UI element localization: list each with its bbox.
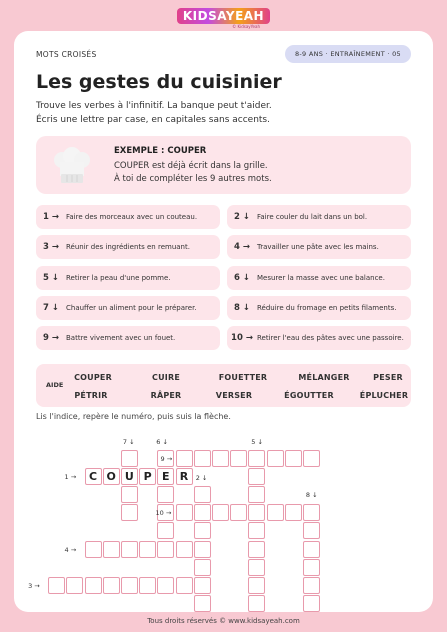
grid-cell[interactable]: O <box>103 468 120 485</box>
level-type: ENTRAÎNEMENT <box>330 50 385 58</box>
grid-cell[interactable] <box>139 577 156 594</box>
clue-8 <box>227 296 411 320</box>
instruction-line-2: Écris une lettre par case, en capitales sans accents. <box>36 114 270 125</box>
grid-cell[interactable] <box>194 595 211 612</box>
page-title: Les gestes du cuisinier <box>36 71 282 93</box>
bank-word: PÉTRIR <box>74 391 108 400</box>
grid-cell[interactable] <box>194 559 211 576</box>
grid-cell[interactable] <box>248 577 265 594</box>
grid-clue-label: 2 ↓ <box>195 473 208 482</box>
bank-word: ÉGOUTTER <box>284 391 334 400</box>
bank-word: MÉLANGER <box>298 373 350 382</box>
grid-cell[interactable] <box>121 486 138 503</box>
clue-text: Travailler une pâte avec les mains. <box>257 242 379 251</box>
grid-cell[interactable] <box>103 577 120 594</box>
clue-text: Retirer la peau d'une pomme. <box>66 273 171 282</box>
brand-logo <box>0 5 447 29</box>
clue-text: Réduire du fromage en petits filaments. <box>257 303 397 312</box>
grid-cell[interactable] <box>157 541 174 558</box>
grid-cell[interactable] <box>103 541 120 558</box>
clue-num: 10 → <box>231 333 253 343</box>
grid-cell[interactable] <box>121 504 138 521</box>
bank-word: ÉPLUCHER <box>359 391 409 400</box>
clue-5 <box>36 266 220 290</box>
grid-cell[interactable] <box>85 577 102 594</box>
grid-cell[interactable] <box>248 486 265 503</box>
grid-cell[interactable] <box>230 450 247 467</box>
grid-cell[interactable] <box>157 577 174 594</box>
bank-word: PESER <box>373 373 403 382</box>
clue-num: 7 ↓ <box>43 303 59 313</box>
bank-word: COUPER <box>74 373 112 382</box>
grid-cell[interactable] <box>303 450 320 467</box>
grid-cell[interactable] <box>121 541 138 558</box>
grid-cell[interactable] <box>85 541 102 558</box>
level-badge <box>285 45 411 63</box>
clue-num: 6 ↓ <box>234 273 250 283</box>
grid-cell[interactable] <box>303 541 320 558</box>
grid-cell[interactable] <box>194 450 211 467</box>
example-line-1: COUPER est déjà écrit dans la grille. <box>114 161 268 171</box>
grid-cell[interactable] <box>66 577 83 594</box>
word-bank <box>36 364 411 407</box>
clue-num: 1 → <box>43 212 59 222</box>
grid-cell[interactable] <box>157 486 174 503</box>
clue-7 <box>36 296 220 320</box>
grid-cell[interactable] <box>48 577 65 594</box>
grid-cell[interactable] <box>248 541 265 558</box>
clue-num: 2 ↓ <box>234 212 250 222</box>
clue-text: Chauffer un aliment pour le préparer. <box>66 303 197 312</box>
clue-text: Faire des morceaux avec un couteau. <box>66 212 198 221</box>
grid-cell[interactable] <box>285 450 302 467</box>
grid-cell[interactable] <box>176 577 193 594</box>
clue-3 <box>36 235 220 259</box>
example-line-2: À toi de compléter les 9 autres mots. <box>114 174 272 184</box>
grid-cell[interactable] <box>121 577 138 594</box>
chef-hat-icon <box>50 146 94 186</box>
grid-cell[interactable] <box>303 504 320 521</box>
logo-text: KIDSAYEAH <box>177 8 270 24</box>
bank-word: FOUETTER <box>218 373 268 382</box>
grid-cell[interactable]: R <box>176 468 193 485</box>
level-number: 05 <box>392 50 401 58</box>
grid-cell[interactable] <box>248 450 265 467</box>
clue-num: 5 ↓ <box>43 273 59 283</box>
grid-cell[interactable] <box>303 522 320 539</box>
grid-cell[interactable] <box>212 450 229 467</box>
grid-cell[interactable] <box>248 468 265 485</box>
grid-cell[interactable] <box>194 486 211 503</box>
bank-word: VERSER <box>215 391 253 400</box>
clue-num: 8 ↓ <box>234 303 250 313</box>
clue-text: Retirer l'eau des pâtes avec une passoire. <box>257 333 404 342</box>
grid-cell[interactable] <box>194 504 211 521</box>
grid-cell[interactable] <box>121 450 138 467</box>
clue-1 <box>36 205 220 229</box>
grid-cell[interactable]: E <box>157 468 174 485</box>
grid-cell[interactable]: U <box>121 468 138 485</box>
bank-word: RÂPER <box>150 391 182 400</box>
hint-text: Lis l'indice, repère le numéro, puis suis la flèche. <box>36 412 231 421</box>
instructions <box>36 100 272 127</box>
sep-2: · <box>387 50 390 58</box>
grid-cell[interactable] <box>176 450 193 467</box>
grid-cell[interactable] <box>230 504 247 521</box>
grid-cell[interactable] <box>248 595 265 612</box>
grid-cell[interactable] <box>248 522 265 539</box>
grid-cell[interactable]: P <box>139 468 156 485</box>
grid-cell[interactable]: C <box>85 468 102 485</box>
clue-num: 3 → <box>43 242 59 252</box>
grid-clue-label: 6 ↓ <box>156 437 168 446</box>
clue-10 <box>227 326 411 350</box>
grid-cell[interactable] <box>248 504 265 521</box>
worksheet-card <box>14 31 433 612</box>
example-box <box>36 136 411 194</box>
grid-clue-label: 10 → <box>155 509 172 518</box>
grid-cell[interactable] <box>176 541 193 558</box>
grid-clue-label: 5 ↓ <box>251 437 263 446</box>
grid-cell[interactable] <box>176 504 193 521</box>
grid-cell[interactable] <box>267 504 284 521</box>
example-title: EXEMPLE : COUPER <box>114 146 207 156</box>
logo-sub: © KidsayYeah <box>232 24 260 29</box>
grid-cell[interactable] <box>194 577 211 594</box>
grid-clue-label: 9 → <box>160 454 173 463</box>
category-label: MOTS CROISÉS <box>36 50 97 59</box>
instruction-line-1: Trouve les verbes à l'infinitif. La banque peut t'aider. <box>36 101 272 111</box>
clue-text: Faire couler du lait dans un bol. <box>257 212 368 221</box>
grid-cell[interactable] <box>285 504 302 521</box>
level-age: 8-9 ANS <box>294 50 324 58</box>
bank-word: CUIRE <box>152 373 180 382</box>
clue-2 <box>227 205 411 229</box>
clue-6 <box>227 266 411 290</box>
grid-cell[interactable] <box>303 559 320 576</box>
clue-text: Mesurer la masse avec une balance. <box>257 273 385 282</box>
grid-cell[interactable] <box>139 541 156 558</box>
bank-label: AIDE <box>46 381 64 389</box>
grid-cell[interactable] <box>157 522 174 539</box>
grid-cell[interactable] <box>267 450 284 467</box>
clue-9 <box>36 326 220 350</box>
grid-clue-label: 3 → <box>28 581 40 590</box>
grid-clue-label: 7 ↓ <box>122 437 135 446</box>
grid-clue-label: 4 → <box>64 545 77 554</box>
sep-1: · <box>325 50 328 58</box>
clue-num: 9 → <box>43 333 59 343</box>
clue-text: Réunir des ingrédients en remuant. <box>66 242 190 251</box>
grid-cell[interactable] <box>248 559 265 576</box>
footer-copyright: Tous droits réservés © www.kidsayeah.com <box>147 617 300 625</box>
grid-clue-label: 8 ↓ <box>305 490 318 499</box>
grid-cell[interactable] <box>303 595 320 612</box>
clue-4 <box>227 235 411 259</box>
clue-num: 4 → <box>234 242 250 252</box>
clue-text: Battre vivement avec un fouet. <box>66 333 176 342</box>
grid-cell[interactable] <box>194 541 211 558</box>
grid-clue-label: 1 → <box>64 472 77 481</box>
grid-cell[interactable] <box>212 504 229 521</box>
grid-cell[interactable] <box>303 577 320 594</box>
grid-cell[interactable] <box>194 522 211 539</box>
